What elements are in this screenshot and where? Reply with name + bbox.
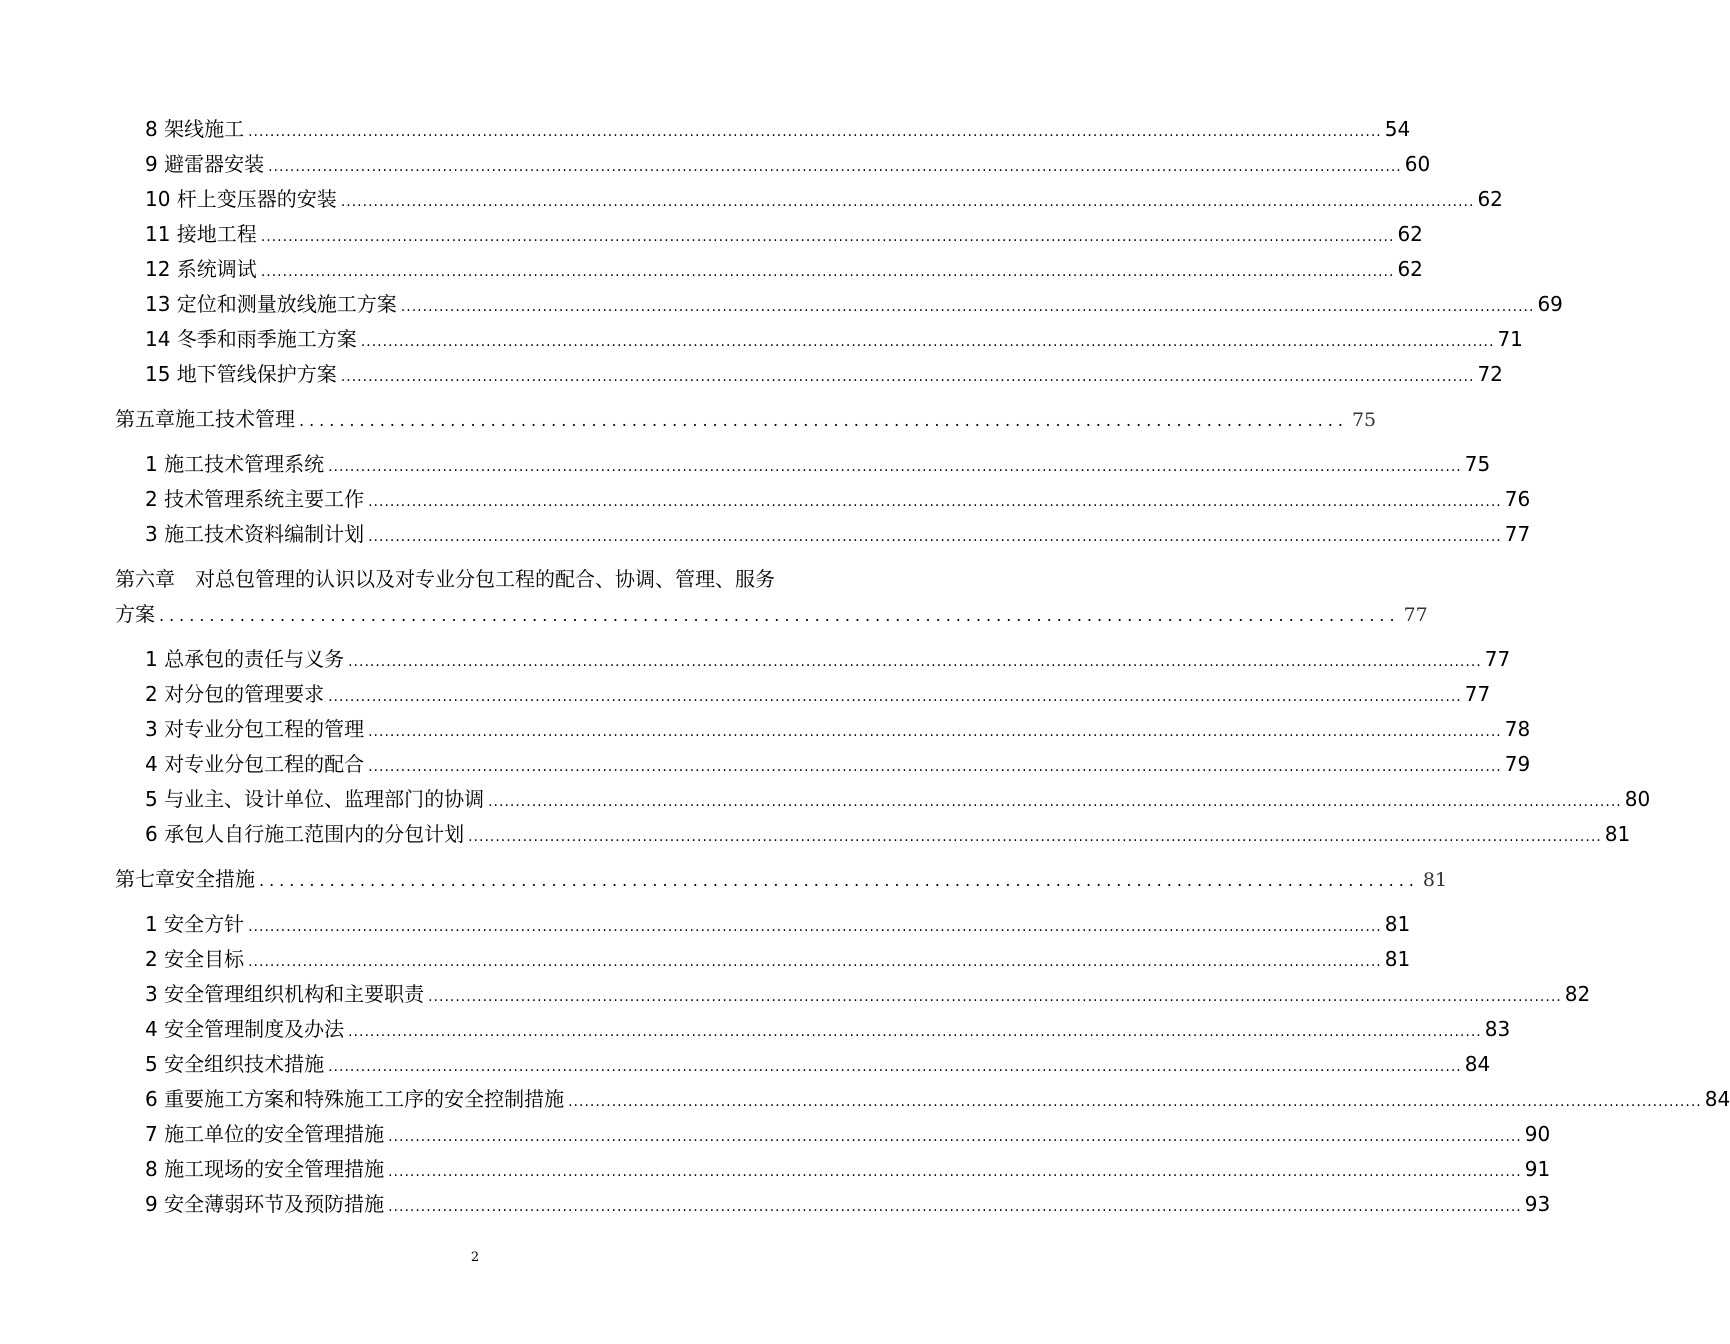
chapter-number: 第六章 [115,567,175,591]
dot-leader: ................................................................................................................................................................................................................ [328,1059,1462,1075]
dot-leader: ................................................................................................................................................................................................................ [368,494,1502,510]
toc-entry-page: 80 [1624,787,1651,811]
chapter-title-cont: 方案 [115,602,155,626]
toc-entry-label: 8 架线施工 [145,117,245,141]
dot-leader: ................................................................................................................... [259,871,1419,890]
toc-entry-page: 76 [1504,487,1531,511]
toc-entry[interactable] [145,908,1411,937]
dot-leader: ................................................................................................................................................................................................................ [488,794,1622,810]
toc-entry-page: 81 [1384,912,1411,936]
dot-leader: ................................................................................................................................................................................................................ [368,529,1502,545]
toc-entry[interactable] [145,943,1411,972]
dot-leader: ................................................................................................................................................................................................................ [248,124,1382,140]
toc-entry[interactable] [145,183,1503,212]
toc-entry[interactable] [145,1188,1551,1217]
toc-entry[interactable] [145,218,1423,247]
toc-entry[interactable] [145,1118,1551,1147]
dot-leader: ................................................................................................................................................................................................................ [340,194,1475,210]
chapter-title: 安全措施 [175,867,255,891]
toc-entry[interactable] [145,113,1411,142]
toc-entry-page: 54 [1384,117,1411,141]
dot-leader: ................................................................................................................................................................................................................ [328,689,1462,705]
chapter-page: 81 [1422,869,1448,891]
toc-entry-label: 9 避雷器安装 [145,152,265,176]
toc-entry[interactable] [145,448,1491,477]
toc-entry-page: 83 [1484,1017,1511,1041]
dot-leader: ................................................................................................................................................................................................................ [468,829,1602,845]
toc-entry-page: 62 [1397,257,1423,281]
dot-leader: ................................................................................................................................................................................................................ [428,989,1562,1005]
dot-leader: ................................................................................................................................................................................................................ [400,299,1535,315]
toc-entry[interactable] [145,1013,1511,1042]
dot-leader: ................................................................................................................................................................................................................ [568,1094,1702,1110]
toc-entry-page: 82 [1564,982,1591,1006]
toc-entry[interactable] [145,978,1591,1007]
toc-entry-page: 62 [1477,187,1503,211]
chapter-page: 75 [1351,409,1377,431]
dot-leader: ................................................................................................................................................................................................................ [360,334,1495,350]
dot-leader: ................................................................................................................................................................................................................ [340,369,1475,385]
dot-leader: ................................................................................................................................................................................................................ [328,459,1462,475]
toc-entry-page: 90 [1524,1122,1551,1146]
toc-entry-label: 5 与业主、设计单位、监理部门的协调 [145,787,485,811]
toc-entry[interactable] [145,783,1651,812]
toc-entry-label: 8 施工现场的安全管理措施 [145,1157,385,1181]
toc-entry-page: 84 [1704,1087,1730,1111]
toc-entry-label: 4 对专业分包工程的配合 [145,752,365,776]
toc-entry-page: 77 [1484,647,1511,671]
chapter-number: 第七章 [115,867,175,891]
toc-entry-label: 14 冬季和雨季施工方案 [145,327,357,351]
toc-entry-label: 1 总承包的责任与义务 [145,647,345,671]
toc-entry-page: 62 [1397,222,1423,246]
toc-entry-page: 77 [1504,522,1531,546]
dot-leader: ................................................................................................................................................................................................................ [388,1199,1522,1215]
toc-entry-label: 2 对分包的管理要求 [145,682,325,706]
toc-entry-label: 6 重要施工方案和特殊施工工序的安全控制措施 [145,1087,565,1111]
toc-entry-page: 71 [1497,327,1523,351]
toc-entry-page: 60 [1404,152,1431,176]
toc-entry-label: 6 承包人自行施工范围内的分包计划 [145,822,465,846]
toc-entry-page: 69 [1537,292,1563,316]
toc-entry-page: 81 [1384,947,1411,971]
toc-chapter-line1[interactable] [115,563,850,592]
toc-entry[interactable] [145,678,1491,707]
chapter-page: 77 [1403,604,1428,626]
toc-entry-label: 3 对专业分包工程的管理 [145,717,365,741]
dot-leader: ................................................................................................................................................................................................................ [248,919,1382,935]
dot-leader: ........................................................................................................ [299,411,1348,430]
toc-entry[interactable] [145,643,1511,672]
toc-entry-page: 91 [1524,1157,1551,1181]
toc-entry-label: 15 地下管线保护方案 [145,362,337,386]
toc-entry[interactable] [145,483,1531,512]
toc-entry-page: 75 [1464,452,1491,476]
dot-leader: ................................................................................................................................................................................................................ [388,1129,1522,1145]
toc-entry-label: 4 安全管理制度及办法 [145,1017,345,1041]
toc-entry[interactable] [145,1048,1491,1077]
chapter-title: 施工技术管理 [175,407,295,431]
dot-leader: ................................................................................................................................................................................................................ [268,159,1402,175]
dot-leader: ................................................................................................................................................................................................................ [368,724,1502,740]
toc-chapter[interactable] [115,403,1377,432]
toc-entry[interactable] [145,148,1431,177]
dot-leader: ................................................................................................................................................................................................................ [248,954,1382,970]
dot-leader: ........................................................................................................................... [159,606,1400,625]
chapter-number: 第五章 [115,407,175,431]
toc-entry-page: 79 [1504,752,1531,776]
toc-entry-label: 2 安全目标 [145,947,245,971]
dot-leader: ................................................................................................................................................................................................................ [260,264,1395,280]
toc-entry-page: 93 [1524,1192,1551,1216]
toc-entry-label: 13 定位和测量放线施工方案 [145,292,397,316]
toc-entry[interactable] [145,818,1631,847]
toc-entry-label: 10 杆上变压器的安装 [145,187,337,211]
toc-entry-label: 1 安全方针 [145,912,245,936]
toc-entry[interactable] [145,748,1531,777]
toc-entry-label: 1 施工技术管理系统 [145,452,325,476]
toc-entry-label: 3 安全管理组织机构和主要职责 [145,982,425,1006]
toc-entry-label: 3 施工技术资料编制计划 [145,522,365,546]
toc-entry-label: 5 安全组织技术措施 [145,1052,325,1076]
chapter-title: 对总包管理的认识以及对专业分包工程的配合、协调、管理、服务 [195,567,775,591]
toc-entry-page: 84 [1464,1052,1491,1076]
toc-entry-label: 12 系统调试 [145,257,257,281]
toc-entry[interactable] [145,1153,1551,1182]
toc-entry-page: 78 [1504,717,1531,741]
toc-entry-label: 9 安全薄弱环节及预防措施 [145,1192,385,1216]
toc-entry[interactable] [145,358,1503,387]
toc-entry-page: 72 [1477,362,1503,386]
toc-chapter-line2[interactable] [115,598,1428,627]
dot-leader: ................................................................................................................................................................................................................ [348,654,1482,670]
page-number: 2 [470,1250,480,1265]
toc-entry[interactable] [145,253,1423,282]
toc-chapter[interactable] [115,863,1448,892]
dot-leader: ................................................................................................................................................................................................................ [368,759,1502,775]
dot-leader: ................................................................................................................................................................................................................ [260,229,1395,245]
toc-entry[interactable] [145,1083,1730,1112]
toc-entry-page: 77 [1464,682,1491,706]
toc-entry-label: 11 接地工程 [145,222,257,246]
toc-entry[interactable] [145,713,1531,742]
toc-entry-page: 81 [1604,822,1631,846]
toc-entry[interactable] [145,518,1531,547]
dot-leader: ................................................................................................................................................................................................................ [388,1164,1522,1180]
toc-entry-label: 2 技术管理系统主要工作 [145,487,365,511]
toc-entry-label: 7 施工单位的安全管理措施 [145,1122,385,1146]
dot-leader: ................................................................................................................................................................................................................ [348,1024,1482,1040]
toc-entry[interactable] [145,323,1523,352]
toc-entry[interactable] [145,288,1563,317]
